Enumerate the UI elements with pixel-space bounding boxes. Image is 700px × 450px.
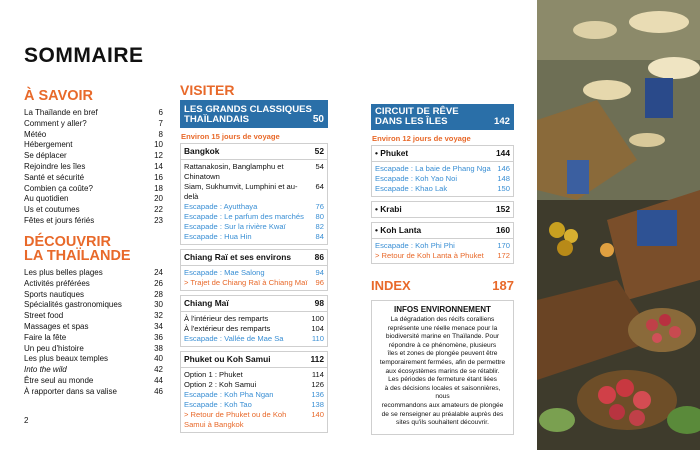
toc-entry[interactable] xyxy=(24,173,163,184)
section-entry[interactable] xyxy=(184,380,324,390)
chapter-band-title-line1: LES GRANDS CLASSIQUES xyxy=(184,104,312,115)
entry-label: Météo xyxy=(24,129,47,139)
entry-page: 110 xyxy=(311,334,324,343)
entry-page: 104 xyxy=(311,324,324,333)
entry-page: 52 xyxy=(314,146,324,156)
entry-label: Escapade : Koh Tao xyxy=(184,400,252,409)
chapter-band-title-line2: DANS LES ÎLES xyxy=(375,116,448,127)
entry-label: > Retour de Phuket ou de Koh Samui à Bangkok xyxy=(184,410,287,429)
entry-page: 40 xyxy=(154,354,163,364)
entry-page: 96 xyxy=(315,278,324,287)
trip-duration: Environ 12 jours de voyage xyxy=(372,134,471,143)
toc-entry[interactable] xyxy=(24,279,163,290)
entry-label: Faire la fête xyxy=(24,332,67,342)
toc-entry[interactable] xyxy=(24,311,163,322)
entry-label: Escapade : La baie de Phang Nga xyxy=(375,164,491,173)
entry-label: • Koh Lanta xyxy=(375,225,422,235)
entry-label: Us et coutumes xyxy=(24,205,80,215)
visiter-column xyxy=(180,82,328,437)
entry-label: À rapporter dans sa valise xyxy=(24,386,117,396)
entry-page: 7 xyxy=(158,118,163,128)
environment-info-text xyxy=(377,316,508,428)
excursion-entry[interactable] xyxy=(184,400,324,410)
entry-label: Les plus belles plages xyxy=(24,268,103,277)
environment-info-line: représente une réelle menace pour la xyxy=(387,324,498,332)
destination-heading[interactable] xyxy=(372,204,513,215)
toc-entry[interactable] xyxy=(24,354,163,365)
toc-entry[interactable] xyxy=(24,184,163,195)
excursion-entry[interactable] xyxy=(184,232,324,242)
toc-entry[interactable] xyxy=(24,344,163,355)
entry-page: 126 xyxy=(311,380,324,389)
entry-page: 28 xyxy=(154,289,163,299)
entry-label: Escapade : Vallée de Mae Sa xyxy=(184,334,284,343)
environment-info-line: recommandons aux amateurs de plongée xyxy=(381,401,504,409)
entry-label: Option 2 : Koh Samui xyxy=(184,380,257,389)
section-entry[interactable] xyxy=(184,162,324,182)
environment-info-line: Les périodes de fermeture étant liées xyxy=(388,376,497,384)
page-title: SOMMAIRE xyxy=(24,44,144,67)
environment-info-line: sites qu'ils souhaitent découvrir. xyxy=(396,419,489,427)
excursion-entry[interactable] xyxy=(184,202,324,212)
circuit-column xyxy=(371,104,514,435)
entry-label: Option 1 : Phuket xyxy=(184,370,243,379)
entry-page: 32 xyxy=(154,311,163,321)
entry-page: 172 xyxy=(497,251,510,260)
toc-entry[interactable] xyxy=(24,322,163,333)
route-entry[interactable] xyxy=(184,410,324,430)
entry-label: Escapade : Hua Hin xyxy=(184,232,252,241)
entry-label: Au quotidien xyxy=(24,194,69,204)
entry-page: 16 xyxy=(154,172,163,182)
section-heading-decouvrir xyxy=(24,235,131,263)
entry-label: Bangkok xyxy=(184,146,220,156)
entry-label: Into the wild xyxy=(24,365,67,375)
entry-label: Les plus beaux temples xyxy=(24,354,109,364)
environment-info-line: îles et zones de plongée peuvent être xyxy=(387,350,498,358)
entry-page: 30 xyxy=(154,300,163,310)
toc-list-decouvrir xyxy=(24,268,163,398)
entry-label: Comment y aller? xyxy=(24,118,87,128)
entry-page: 23 xyxy=(154,215,163,225)
chapter-band-title-line2: THAÏLANDAIS xyxy=(184,114,250,125)
destination-heading[interactable] xyxy=(372,148,513,162)
entry-label: Escapade : Koh Phi Phi xyxy=(375,241,455,250)
entry-label: Phuket ou Koh Samui xyxy=(184,354,271,364)
index-entry[interactable] xyxy=(371,278,514,293)
entry-page: 150 xyxy=(497,184,510,193)
entry-label: Escapade : Koh Yao Noi xyxy=(375,174,458,183)
entry-page: 54 xyxy=(315,162,324,171)
entry-page: 144 xyxy=(496,148,510,158)
destination-group xyxy=(180,143,328,245)
entry-label: > Retour de Koh Lanta à Phuket xyxy=(375,251,484,260)
chapter-band-page: 142 xyxy=(493,116,510,127)
destination-group xyxy=(371,145,514,197)
entry-label: Combien ça coûte? xyxy=(24,183,93,193)
toc-entry[interactable] xyxy=(24,162,163,173)
toc-entry[interactable] xyxy=(24,268,163,279)
entry-page: 140 xyxy=(311,410,324,419)
chapter-band-title-line1: CIRCUIT DE RÊVE xyxy=(375,106,459,117)
environment-info-line: répondre à ce phénomène, plusieurs xyxy=(388,341,497,349)
entry-label: Sports nautiques xyxy=(24,289,85,299)
excursion-entry[interactable] xyxy=(375,184,510,194)
entry-page: 34 xyxy=(154,321,163,331)
entry-page: 86 xyxy=(314,252,324,262)
entry-page: 152 xyxy=(496,204,510,214)
floating-market-illustration xyxy=(537,0,700,450)
entry-page: 82 xyxy=(315,222,324,231)
toc-entry[interactable] xyxy=(24,205,163,216)
entry-label: Massages et spas xyxy=(24,321,89,331)
toc-entry[interactable] xyxy=(24,130,163,141)
excursion-entry[interactable] xyxy=(184,212,324,222)
chapter-band-circuit[interactable] xyxy=(371,104,514,130)
entry-page: 46 xyxy=(154,386,163,396)
trip-duration: Environ 15 jours de voyage xyxy=(181,132,280,141)
entry-label: > Trajet de Chiang Raï à Chiang Maï xyxy=(184,278,308,287)
environment-info-line: La dégradation des récifs coralliens xyxy=(390,316,495,323)
toc-entry[interactable] xyxy=(24,387,163,398)
entry-label: Santé et sécurité xyxy=(24,172,85,182)
destination-heading[interactable] xyxy=(181,298,327,312)
toc-entry[interactable] xyxy=(24,290,163,301)
toc-entry[interactable] xyxy=(24,108,163,119)
destination-group xyxy=(180,249,328,291)
entry-label: À l'intérieur des remparts xyxy=(184,314,269,323)
environment-info-line: temporairement fermées, afin de permettre xyxy=(379,358,506,366)
visiter-groups xyxy=(180,143,328,433)
destination-heading[interactable] xyxy=(372,225,513,239)
toc-entry[interactable] xyxy=(24,333,163,344)
entry-label: La Thaïlande en bref xyxy=(24,108,98,117)
entry-label: Escapade : Ayutthaya xyxy=(184,202,258,211)
entry-label: Chiang Maï xyxy=(184,298,229,308)
entry-page: 22 xyxy=(154,205,163,215)
circuit-groups xyxy=(371,145,514,264)
entry-page: 18 xyxy=(154,183,163,193)
entry-label: Spécialités gastronomiques xyxy=(24,300,122,310)
entry-label: • Phuket xyxy=(375,148,409,158)
entry-page: 94 xyxy=(315,268,324,277)
section-heading-decouvrir-line1: DÉCOUVRIR xyxy=(24,234,112,250)
destination-group xyxy=(371,222,514,264)
entry-page: 24 xyxy=(154,268,163,277)
chapter-band-title xyxy=(375,107,459,127)
entry-label: Escapade : Le parfum des marchés xyxy=(184,212,304,221)
entry-label: Escapade : Khao Lak xyxy=(375,184,448,193)
destination-heading[interactable] xyxy=(181,252,327,266)
section-entry[interactable] xyxy=(184,314,324,324)
entry-page: 12 xyxy=(154,151,163,161)
entry-label: Se déplacer xyxy=(24,151,67,161)
entry-label: Escapade : Mae Salong xyxy=(184,268,265,277)
entry-page: 136 xyxy=(311,390,324,399)
entry-page: 64 xyxy=(315,182,324,191)
entry-label: Escapade : Koh Pha Ngan xyxy=(184,390,274,399)
page-number: 2 xyxy=(24,416,29,425)
entry-page: 38 xyxy=(154,343,163,353)
entry-page: 44 xyxy=(154,375,163,385)
section-entry[interactable] xyxy=(184,370,324,380)
excursion-entry[interactable] xyxy=(184,268,324,278)
excursion-entry[interactable] xyxy=(375,174,510,184)
toc-entry[interactable] xyxy=(24,151,163,162)
entry-page: 14 xyxy=(154,161,163,171)
entry-page: 8 xyxy=(158,129,163,139)
entry-page: 98 xyxy=(314,298,324,308)
entry-label: Un peu d'histoire xyxy=(24,343,84,353)
environment-info-line: de se renseigner au préalable auprès des xyxy=(381,410,504,418)
excursion-entry[interactable] xyxy=(184,334,324,344)
entry-page: 10 xyxy=(154,140,163,150)
section-heading-decouvrir-line2: LA THAÏLANDE xyxy=(24,248,131,264)
toc-list-a-savoir xyxy=(24,108,163,227)
excursion-entry[interactable] xyxy=(184,390,324,400)
entry-page: 114 xyxy=(311,370,324,379)
entry-label: Fêtes et jours fériés xyxy=(24,215,95,225)
entry-page: 100 xyxy=(311,314,324,323)
excursion-entry[interactable] xyxy=(375,164,510,174)
entry-page: 160 xyxy=(496,225,510,235)
section-entry[interactable] xyxy=(184,182,324,202)
entry-page: 138 xyxy=(311,400,324,409)
route-entry[interactable] xyxy=(184,278,324,288)
excursion-entry[interactable] xyxy=(184,222,324,232)
environment-info-box xyxy=(371,300,514,435)
toc-entry[interactable] xyxy=(24,376,163,387)
toc-entry[interactable] xyxy=(24,216,163,227)
toc-entry[interactable] xyxy=(24,140,163,151)
toc-entry[interactable] xyxy=(24,300,163,311)
entry-page: 84 xyxy=(315,232,324,241)
environment-info-line: aux écosystèmes marins de se rétablir. xyxy=(385,367,500,375)
entry-label: Rejoindre les îles xyxy=(24,161,86,171)
route-entry[interactable] xyxy=(375,251,510,261)
environment-info-line: à des décisions locales et saisonnières, nous xyxy=(384,384,501,401)
entry-page: 36 xyxy=(154,332,163,342)
destination-group xyxy=(180,351,328,433)
chapter-band-grands-classiques[interactable] xyxy=(180,100,328,128)
entry-page: 170 xyxy=(497,241,510,250)
entry-label: Être seul au monde xyxy=(24,375,94,385)
toc-entry[interactable] xyxy=(24,194,163,205)
index-label: INDEX xyxy=(371,278,411,293)
destination-heading[interactable] xyxy=(181,146,327,160)
section-heading-visiter: VISITER xyxy=(180,82,235,98)
entry-label: À l'extérieur des remparts xyxy=(184,324,271,333)
index-page: 187 xyxy=(492,278,514,293)
entry-page: 112 xyxy=(310,354,324,364)
entry-label: Escapade : Sur la rivière Kwaï xyxy=(184,222,286,231)
entry-page: 6 xyxy=(158,108,163,117)
entry-label: Siam, Sukhumvit, Lumphini et au-delà xyxy=(184,182,298,201)
destination-heading[interactable] xyxy=(181,354,327,368)
entry-page: 42 xyxy=(154,365,163,375)
entry-page: 146 xyxy=(497,164,510,173)
entry-label: Rattanakosin, Banglamphu et Chinatown xyxy=(184,162,284,181)
entry-label: • Krabi xyxy=(375,204,402,214)
entry-page: 20 xyxy=(154,194,163,204)
section-heading-a-savoir: À SAVOIR xyxy=(24,88,94,104)
entry-label: Chiang Raï et ses environs xyxy=(184,252,292,262)
entry-label: Hébergement xyxy=(24,140,73,150)
chapter-band-title xyxy=(184,105,312,125)
entry-page: 80 xyxy=(315,212,324,221)
environment-info-line: biodiversité marine en Thaïlande. Pour xyxy=(385,333,500,341)
entry-page: 76 xyxy=(315,202,324,211)
toc-entry[interactable] xyxy=(24,119,163,130)
entry-label: Street food xyxy=(24,311,64,321)
floating-market-photo xyxy=(537,0,700,450)
entry-page: 148 xyxy=(497,174,510,183)
destination-group xyxy=(371,201,514,218)
entry-label: Activités préférées xyxy=(24,278,90,288)
toc-entry[interactable] xyxy=(24,365,163,376)
section-entry[interactable] xyxy=(184,324,324,334)
excursion-entry[interactable] xyxy=(375,241,510,251)
environment-info-title: INFOS ENVIRONNEMENT xyxy=(394,305,491,314)
entry-page: 26 xyxy=(154,278,163,288)
chapter-band-page: 50 xyxy=(312,114,324,125)
destination-group xyxy=(180,295,328,347)
